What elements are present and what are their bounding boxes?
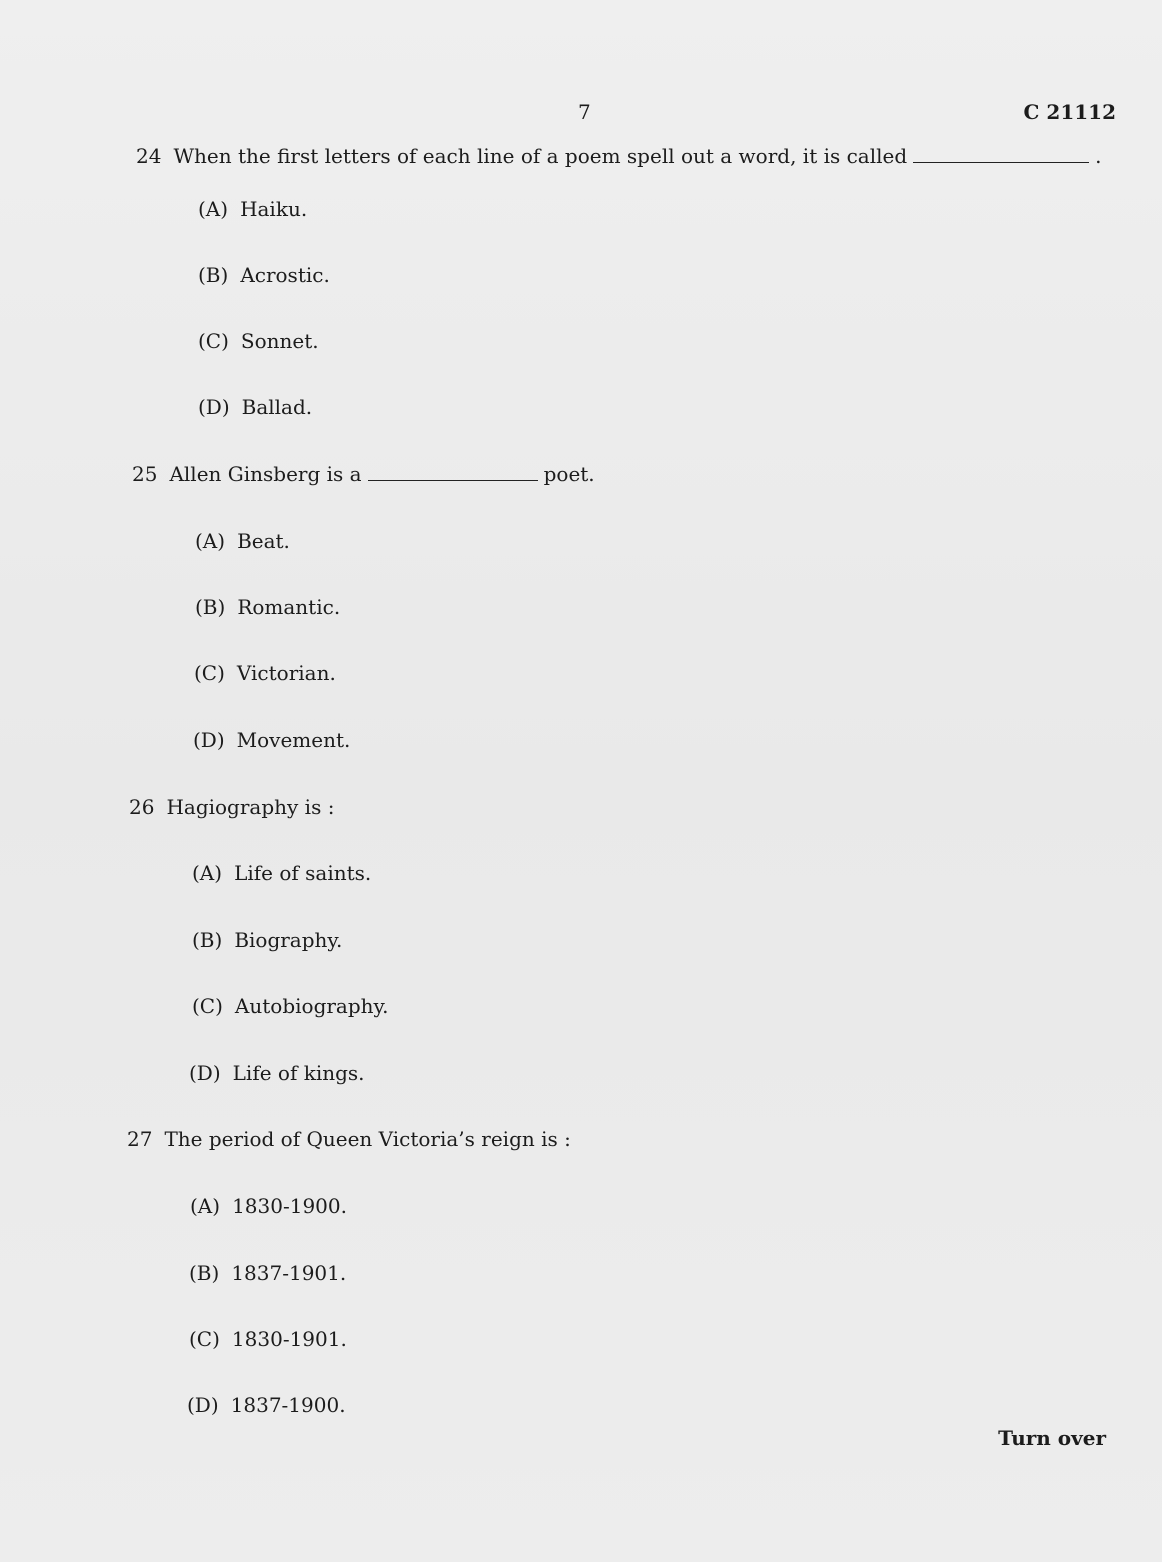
option-26-d	[189, 1061, 365, 1085]
option-text: 1830-1901.	[231, 1327, 347, 1351]
question-text: The period of Queen Victoria’s reign is :	[164, 1127, 571, 1151]
option-label: (A)	[198, 197, 229, 221]
option-text: Sonnet.	[240, 329, 319, 353]
option-26-c	[192, 994, 389, 1018]
option-text: Life of kings.	[232, 1061, 365, 1085]
question-text: When the first letters of each line of a poem spell out a word, it is called	[173, 144, 908, 168]
paper-code: C 21112	[1023, 100, 1116, 124]
answer-blank	[913, 161, 1089, 163]
option-text: Ballad.	[241, 395, 313, 419]
option-25-b	[195, 595, 340, 619]
option-text: 1837-1901.	[231, 1261, 347, 1285]
question-number: 24	[136, 144, 162, 168]
option-label: (C)	[189, 1327, 220, 1351]
option-label: (A)	[190, 1194, 221, 1218]
option-label: (A)	[195, 529, 226, 553]
option-text: Movement.	[236, 728, 351, 752]
option-text: Beat.	[237, 529, 290, 553]
question-26	[129, 795, 334, 819]
option-text: Haiku.	[240, 197, 308, 221]
option-label: (D)	[187, 1393, 219, 1417]
option-label: (C)	[192, 994, 223, 1018]
question-text-end: .	[1095, 144, 1102, 168]
answer-blank	[368, 479, 538, 481]
option-label: (D)	[189, 1061, 221, 1085]
option-label: (B)	[189, 1261, 220, 1285]
option-text: Biography.	[234, 928, 343, 952]
question-text: Allen Ginsberg is a	[169, 462, 362, 486]
option-24-b	[198, 263, 330, 287]
option-label: (C)	[194, 661, 225, 685]
option-25-d	[193, 728, 350, 752]
question-27	[127, 1127, 571, 1151]
question-text-end: poet.	[543, 462, 595, 486]
option-text: Acrostic.	[240, 263, 330, 287]
question-25	[132, 462, 595, 486]
question-number: 27	[127, 1127, 153, 1151]
option-24-c	[198, 329, 319, 353]
option-label: (C)	[198, 329, 229, 353]
option-label: (B)	[192, 928, 223, 952]
option-27-b	[189, 1261, 346, 1285]
option-24-d	[198, 395, 312, 419]
option-26-b	[192, 928, 342, 952]
option-label: (A)	[192, 861, 223, 885]
option-27-a	[190, 1194, 347, 1218]
option-text: Romantic.	[237, 595, 341, 619]
question-24	[136, 144, 1102, 168]
question-text: Hagiography is :	[166, 795, 335, 819]
option-25-c	[194, 661, 336, 685]
question-number: 26	[129, 795, 155, 819]
option-27-c	[189, 1327, 347, 1351]
page-number: 7	[578, 100, 591, 124]
option-27-d	[187, 1393, 346, 1417]
option-24-a	[198, 197, 307, 221]
option-label: (D)	[198, 395, 230, 419]
option-text: 1830-1900.	[232, 1194, 347, 1218]
option-text: Autobiography.	[234, 994, 389, 1018]
option-text: Life of saints.	[234, 861, 372, 885]
question-number: 25	[132, 462, 158, 486]
option-25-a	[195, 529, 290, 553]
option-text: 1837-1900.	[230, 1393, 346, 1417]
turn-over-label: Turn over	[998, 1426, 1106, 1450]
option-label: (D)	[193, 728, 225, 752]
option-label: (B)	[198, 263, 229, 287]
option-26-a	[192, 861, 371, 885]
option-text: Victorian.	[236, 661, 336, 685]
option-label: (B)	[195, 595, 226, 619]
